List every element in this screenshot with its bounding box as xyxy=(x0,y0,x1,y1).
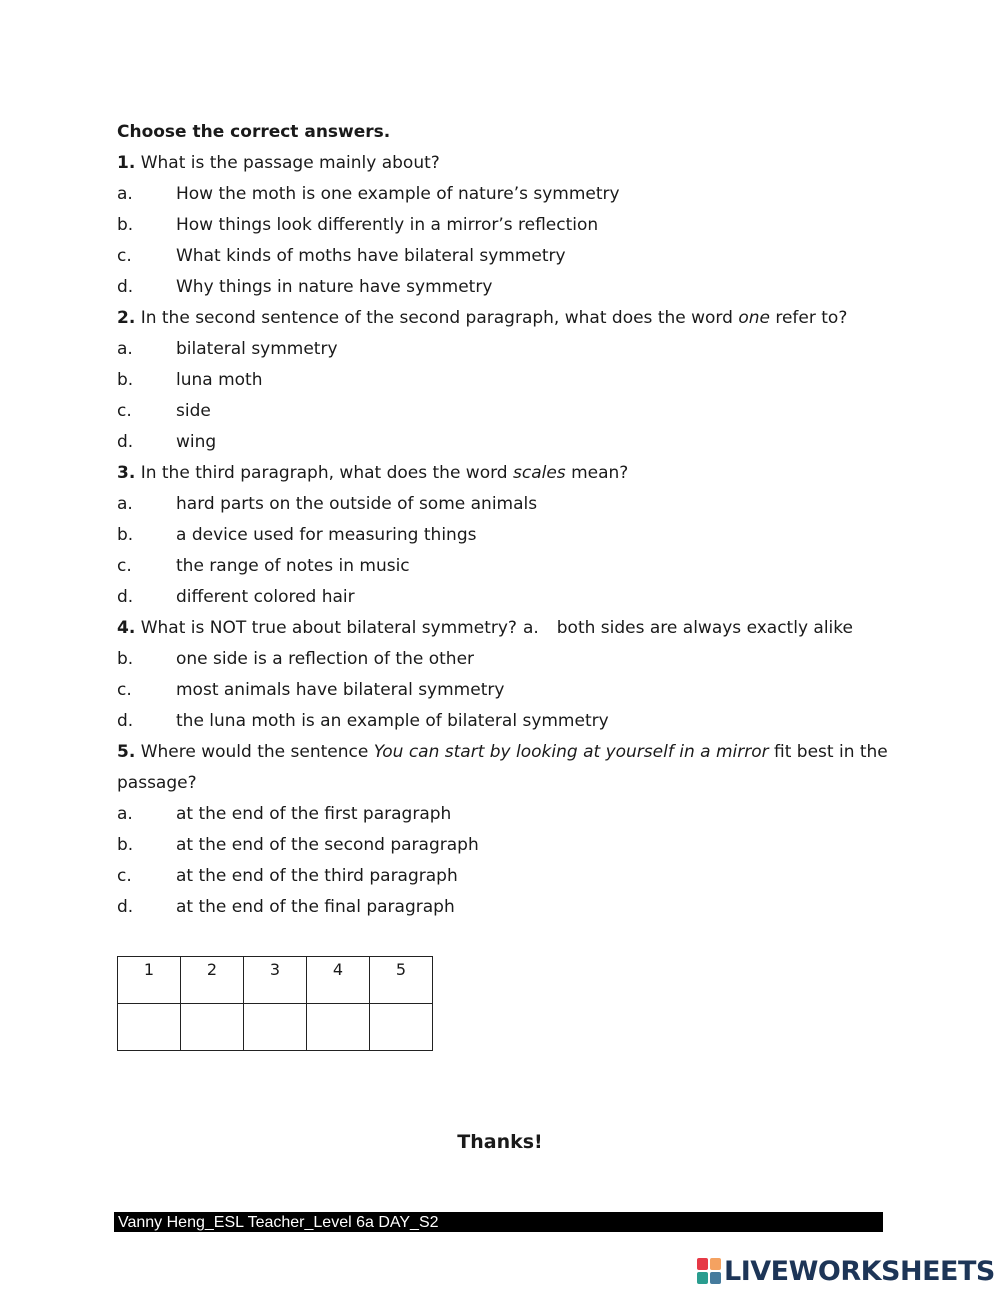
option-letter: d. xyxy=(117,587,134,607)
option-letter: d. xyxy=(117,277,134,297)
question-text: In the third paragraph, what does the word xyxy=(135,463,513,483)
answer-table-header: 1 xyxy=(118,957,181,1004)
option-2c[interactable] xyxy=(117,396,897,427)
option-letter: a. xyxy=(117,804,133,824)
option-3d[interactable] xyxy=(117,582,897,613)
question-3 xyxy=(117,458,897,489)
option-letter: a. xyxy=(117,494,133,514)
question-text: In the second sentence of the second paragraph, what does the word xyxy=(135,308,739,328)
option-1c[interactable] xyxy=(117,241,897,272)
answer-table-header: 2 xyxy=(181,957,244,1004)
option-letter: c. xyxy=(117,680,132,700)
option-1b[interactable] xyxy=(117,210,897,241)
option-2d[interactable] xyxy=(117,427,897,458)
question-italic-word: scales xyxy=(513,463,566,483)
question-1 xyxy=(117,148,897,179)
question-5 xyxy=(117,737,897,768)
option-text: hard parts on the outside of some animals xyxy=(176,494,538,514)
option-2b[interactable] xyxy=(117,365,897,396)
answer-cell-1[interactable] xyxy=(118,1004,181,1051)
question-number: 5. xyxy=(117,742,136,762)
option-text: the range of notes in music xyxy=(176,556,410,576)
option-letter: b. xyxy=(117,215,134,235)
option-letter: a. xyxy=(117,339,133,359)
question-number: 1. xyxy=(117,153,136,173)
question-text-end: refer to? xyxy=(769,308,848,328)
option-text: Why things in nature have symmetry xyxy=(176,277,493,297)
instructions-heading: Choose the correct answers. xyxy=(117,122,391,142)
answer-table-header: 4 xyxy=(307,957,370,1004)
answer-cell-2[interactable] xyxy=(181,1004,244,1051)
option-1d[interactable] xyxy=(117,272,897,303)
option-text: side xyxy=(176,401,211,421)
thanks-text: Thanks! xyxy=(457,1131,543,1153)
question-text: What is the passage mainly about? xyxy=(135,153,440,173)
option-text: How the moth is one example of nature’s symmetry xyxy=(176,184,620,204)
question-2 xyxy=(117,303,897,334)
option-letter: d. xyxy=(117,897,134,917)
option-letter: c. xyxy=(117,556,132,576)
answer-table-answer-row xyxy=(118,1004,433,1051)
question-number: 4. xyxy=(117,618,136,638)
option-letter: c. xyxy=(117,246,132,266)
option-text: bilateral symmetry xyxy=(176,339,338,359)
option-text: at the end of the first paragraph xyxy=(176,804,452,824)
question-text: Where would the sentence xyxy=(135,742,374,762)
option-letter: b. xyxy=(117,370,134,390)
option-letter: d. xyxy=(117,711,134,731)
option-text: at the end of the second paragraph xyxy=(176,835,479,855)
worksheet-body xyxy=(117,117,897,923)
option-text: What kinds of moths have bilateral symmetry xyxy=(176,246,566,266)
option-4d[interactable] xyxy=(117,706,897,737)
answer-cell-5[interactable] xyxy=(370,1004,433,1051)
liveworksheets-icon xyxy=(697,1258,721,1284)
option-letter: c. xyxy=(117,866,132,886)
option-letter: b. xyxy=(117,649,134,669)
answer-cell-4[interactable] xyxy=(307,1004,370,1051)
question-number: 2. xyxy=(117,308,136,328)
answer-table-header: 5 xyxy=(370,957,433,1004)
option-3b[interactable] xyxy=(117,520,897,551)
question-text: What is NOT true about bilateral symmetry? xyxy=(135,618,517,638)
footer-bar: Vanny Heng_ESL Teacher_Level 6a DAY_S2 xyxy=(114,1212,883,1232)
option-text: most animals have bilateral symmetry xyxy=(176,680,505,700)
option-3a[interactable] xyxy=(117,489,897,520)
option-letter: d. xyxy=(117,432,134,452)
question-5-continued: passage? xyxy=(117,773,197,793)
option-letter: a. xyxy=(117,184,133,204)
question-text-end: mean? xyxy=(565,463,629,483)
answer-table-header: 3 xyxy=(244,957,307,1004)
question-italic-sentence: You can start by looking at yourself in a mirror xyxy=(373,742,769,762)
option-text: a device used for measuring things xyxy=(176,525,477,545)
option-5a[interactable] xyxy=(117,799,897,830)
option-text: the luna moth is an example of bilateral symmetry xyxy=(176,711,609,731)
brand-logo xyxy=(697,1256,995,1286)
question-4 xyxy=(117,613,897,644)
question-italic-word: one xyxy=(738,308,770,328)
option-letter: b. xyxy=(117,835,134,855)
option-text: at the end of the final paragraph xyxy=(176,897,455,917)
option-letter: a. xyxy=(522,618,539,638)
option-text: one side is a reflection of the other xyxy=(176,649,475,669)
option-text: luna moth xyxy=(176,370,263,390)
option-5b[interactable] xyxy=(117,830,897,861)
answer-cell-3[interactable] xyxy=(244,1004,307,1051)
option-3c[interactable] xyxy=(117,551,897,582)
option-text: both sides are always exactly alike xyxy=(556,618,853,638)
option-text: different colored hair xyxy=(176,587,355,607)
option-4a[interactable] xyxy=(523,618,853,638)
question-number: 3. xyxy=(117,463,136,483)
option-5d[interactable] xyxy=(117,892,897,923)
answer-table-header-row xyxy=(118,957,433,1004)
option-4c[interactable] xyxy=(117,675,897,706)
option-2a[interactable] xyxy=(117,334,897,365)
option-letter: b. xyxy=(117,525,134,545)
option-letter: c. xyxy=(117,401,132,421)
answer-table xyxy=(117,956,433,1051)
option-text: at the end of the third paragraph xyxy=(176,866,458,886)
question-text-end: fit best in the xyxy=(768,742,888,762)
option-4b[interactable] xyxy=(117,644,897,675)
option-text: wing xyxy=(176,432,217,452)
brand-name: LIVEWORKSHEETS xyxy=(724,1255,995,1287)
option-5c[interactable] xyxy=(117,861,897,892)
option-text: How things look differently in a mirror’s reflection xyxy=(176,215,599,235)
option-1a[interactable] xyxy=(117,179,897,210)
